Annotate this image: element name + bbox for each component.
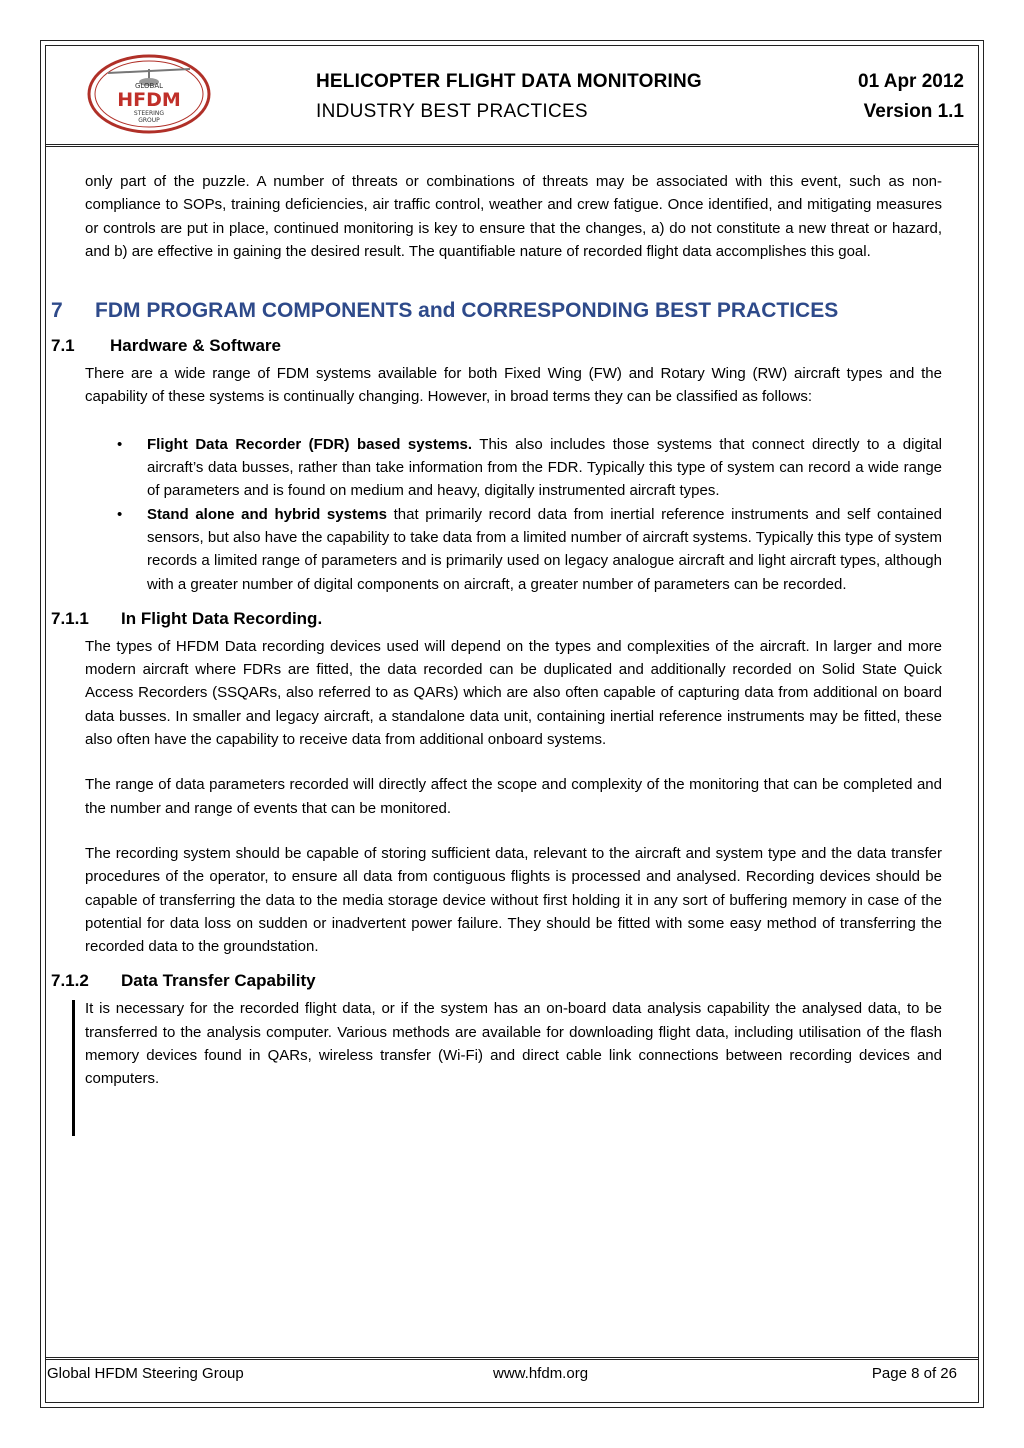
section-title: FDM PROGRAM COMPONENTS and CORRESPONDING BEST PRACTICES xyxy=(95,299,839,323)
list-item-text: This also includes those systems that connect directly to a digital aircraft’s data busses, rather than take information from the FDR. Typically this type of system can record a wide range of parameters and is found on medium and heavy, digitally instrumented aircraft types. xyxy=(147,435,942,500)
section-7-1-paragraph: There are a wide range of FDM systems available for both Fixed Wing (FW) and Rotary Wing (RW) aircraft types and the capability of these systems is continually changing. However, in broad terms they can be classified as follows: xyxy=(85,365,942,406)
list-item-title: Stand alone and hybrid systems xyxy=(147,505,387,523)
svg-text:GLOBAL: GLOBAL xyxy=(134,82,164,90)
section-7-1-2-heading xyxy=(51,971,942,991)
revision-change-bar xyxy=(72,1000,75,1136)
section-title: Hardware & Software xyxy=(110,336,281,356)
list-item-title: Flight Data Recorder (FDR) based systems. xyxy=(147,435,473,453)
section-number: 7.1 xyxy=(51,336,75,356)
document-version: Version 1.1 xyxy=(863,101,964,122)
section-number: 7.1.1 xyxy=(51,608,89,628)
section-number: 7.1.2 xyxy=(51,971,89,991)
section-title: In Flight Data Recording. xyxy=(121,608,323,628)
bullet-icon: • xyxy=(117,505,123,523)
list-item xyxy=(51,503,942,596)
section-number: 7 xyxy=(51,299,63,323)
header-divider xyxy=(45,144,979,147)
section-7-1-heading xyxy=(51,336,942,356)
section-title: Data Transfer Capability xyxy=(121,971,316,991)
footer-divider xyxy=(45,1357,979,1360)
paragraph: The types of HFDM Data recording devices used will depend on the types and complexities of the aircraft. In larger and more modern aircraft where FDRs are fitted, the data recorded can be duplicated and additionally recorded on Solid State Quick Access Recorders (SSQARs, also referred to as QARs) which are also often capable of capturing data from additional on board data busses. In smaller and legacy aircraft, a standalone data unit, containing inertial reference instruments may be fitted, these also often have the capability to receive data from additional onboard systems. xyxy=(85,637,942,749)
page-content xyxy=(51,170,942,1091)
hfdm-logo xyxy=(86,53,212,135)
list-item-text: that primarily record data from inertial reference instruments and self contained sensors, but also have the capability to take data from a limited number of aircraft systems. Typically this type of system records a limited range of parameters and is primarily used on legacy analogue aircraft and light aircraft types, although with a greater number of digital components on aircraft, a greater number of parameters can be recorded. xyxy=(147,505,943,593)
document-title: HELICOPTER FLIGHT DATA MONITORING xyxy=(316,71,702,92)
svg-text:STEERING: STEERING xyxy=(133,110,165,117)
footer-website: www.hfdm.org xyxy=(493,1365,589,1382)
system-types-list xyxy=(51,433,942,596)
paragraph-revised: The recording system should be capable of storing sufficient data, relevant to the aircraft and system type and the data transfer procedures of the operator, to ensure all data from contiguous flights is processed and analysed. Recording devices should be capable of transferring the data to the media storage device without first holding it in any sort of buffering memory in case of the potential for data loss on sudden or inadvertent power failure. They should be fitted with some easy method of transferring the recorded data to the groundstation. xyxy=(85,844,942,956)
footer-organization: Global HFDM Steering Group xyxy=(47,1365,244,1382)
list-item xyxy=(51,433,942,503)
footer-page-number: Page 8 of 26 xyxy=(871,1365,957,1382)
section-7-1-2-paragraph: It is necessary for the recorded flight data, or if the system has an on-board data analysis capability the analysed data, to be transferred to the analysis computer. Various methods are available for downloading flight data, including utilisation of the flash memory devices found in QARs, wireless transfer (Wi-Fi) and direct cable link connections between recording devices and computers. xyxy=(85,1000,942,1088)
document-date: 01 Apr 2012 xyxy=(858,71,964,92)
section-7-heading xyxy=(51,299,942,323)
bullet-icon: • xyxy=(117,435,123,453)
paragraph: The range of data parameters recorded will directly affect the scope and complexity of the monitoring that can be completed and the number and range of events that can be monitored. xyxy=(85,776,942,817)
section-7-1-1-heading xyxy=(51,609,942,629)
document-subtitle: INDUSTRY BEST PRACTICES xyxy=(316,101,588,122)
intro-paragraph: only part of the puzzle. A number of threats or combinations of threats may be associated with this event, such as non-compliance to SOPs, training deficiencies, air traffic control, weather and crew fatigue. Once identified, and mitigating measures or controls are put in place, continued monitoring is key to ensure that the changes, a) do not constitute a new threat or hazard, and b) are effective in gaining the desired result. The quantifiable nature of recorded flight data accomplishes this goal. xyxy=(85,173,942,260)
svg-text:GROUP: GROUP xyxy=(138,117,160,124)
svg-text:HFDM: HFDM xyxy=(117,89,181,111)
